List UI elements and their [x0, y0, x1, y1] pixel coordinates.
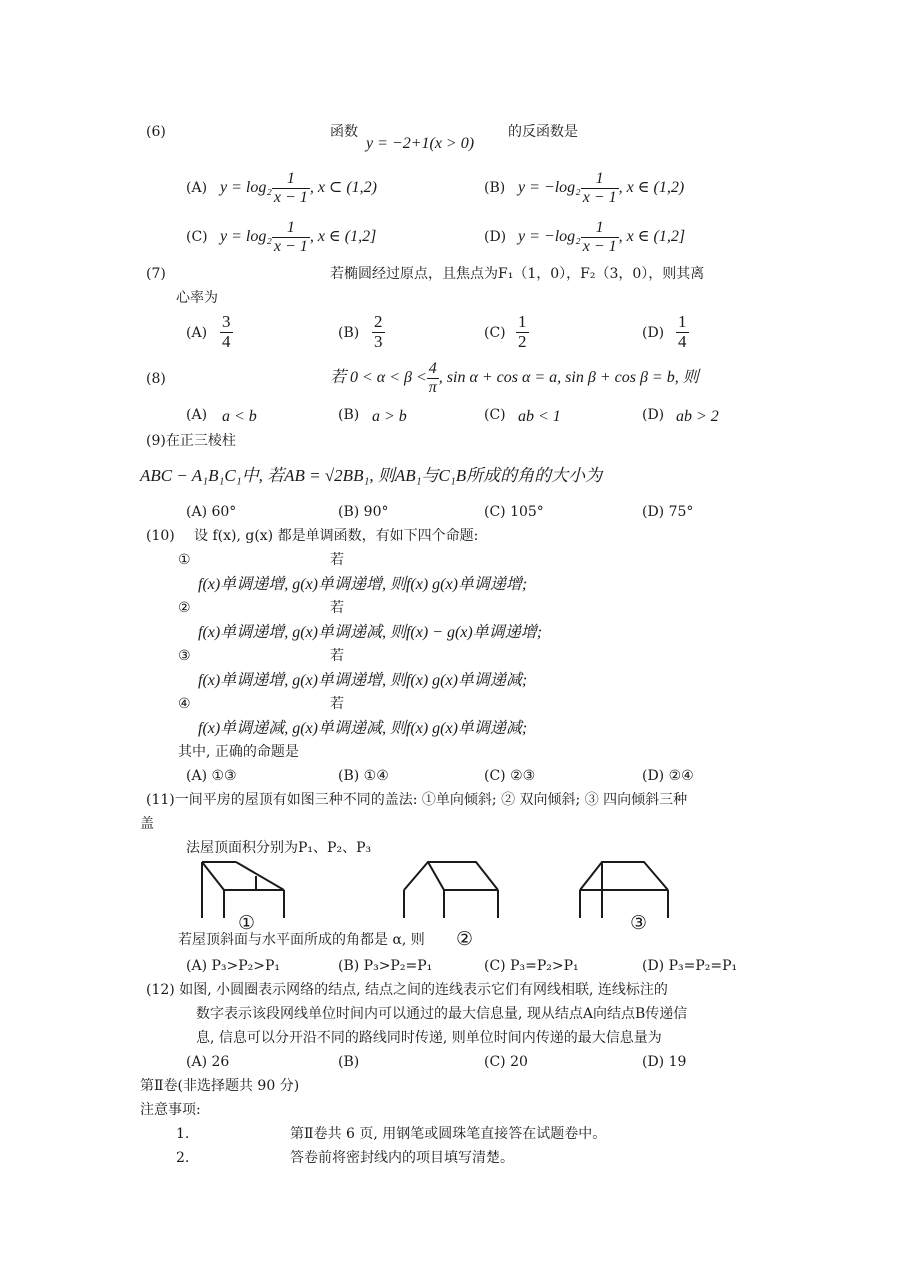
q12-option-c: (C) 20 [484, 1054, 528, 1070]
q7-option-d-label: (D) [642, 325, 665, 341]
q9-option-d: (D) 75° [642, 504, 694, 520]
q10-option-d: (D) ②④ [642, 768, 694, 784]
roof-figure-2-label: ② [456, 928, 474, 950]
q10-prop3-if: 若 [330, 648, 344, 664]
q6-function: y = −2+1(x > 0) [366, 135, 475, 152]
q10-option-c: (C) ②③ [484, 768, 536, 784]
q10-prop1-if: 若 [330, 552, 344, 568]
q7-option-a: $\frac{3}{4}$ [222, 312, 231, 351]
q7-option-b: $\frac{2}{3}$ [374, 312, 383, 351]
q12-option-d: (D) 19 [642, 1054, 687, 1070]
q10-conclusion: 其中, 正确的命题是 [178, 744, 299, 760]
q7-option-a-label: (A) [186, 325, 208, 341]
q7-option-c-label: (C) [484, 325, 506, 341]
q8-option-b-label: (B) [338, 407, 360, 423]
q11-option-a: (A) P₃>P₂>P₁ [186, 958, 281, 974]
q7-option-d: $\frac{1}{4}$ [678, 312, 687, 351]
q10-prop2-mark: ② [178, 600, 191, 616]
q7-stem: 若椭圆经过原点，且焦点为F₁（1，0），F₂（3，0），则其离 [330, 266, 705, 282]
q9-stem: ABC − A₁B₁C₁中, 若AB = √2BB₁, 则AB₁与C₁B所成的角的大小为 [140, 466, 603, 485]
q12-stem-line3: 息, 信息可以分开沿不同的路线同时传递, 则单位时间内传递的最大信息量为 [196, 1030, 662, 1046]
part2-note1-number: 1. [176, 1126, 190, 1142]
q11-option-d: (D) P₃=P₂=P₁ [642, 958, 738, 974]
q7-stem-cont: 心率为 [176, 290, 218, 306]
part2-note1: 第Ⅱ卷共 6 页, 用钢笔或圆珠笔直接答在试题卷中。 [290, 1126, 607, 1142]
q10-prop1-mark: ① [178, 552, 191, 568]
q8-option-a: a < b [222, 408, 257, 425]
q10-prop4: f(x)单调递减, g(x)单调递减, 则f(x) g(x)单调递减; [198, 720, 528, 737]
q7-option-c: $\frac{1}{2}$ [518, 312, 527, 351]
roof-figure-1-label: ① [238, 912, 256, 934]
q6-option-d: y = −log₂ $\frac{1}{x - 1}$ , x ∈ (1,2] [518, 219, 686, 255]
q8-option-c: ab < 1 [518, 408, 561, 425]
q11-option-c: (C) P₃=P₂>P₁ [484, 958, 579, 974]
q9-number: (9)在正三棱柱 [146, 433, 236, 449]
part2-note2: 答卷前将密封线内的项目填写清楚。 [290, 1150, 514, 1166]
q10-number: (10) [146, 528, 175, 544]
q6-option-c-label: (C) [186, 229, 208, 245]
q8-number: (8) [146, 371, 166, 387]
q6-option-b-label: (B) [484, 180, 506, 196]
q10-stem: 设 f(x), g(x) 都是单调函数，有如下四个命题: [194, 528, 479, 544]
q9-option-c: (C) 105° [484, 504, 544, 520]
q11-stem-line3: 法屋顶面积分别为P₁、P₂、P₃ [186, 840, 372, 856]
q6-stem-suffix: 的反函数是 [508, 124, 578, 140]
q10-prop2-if: 若 [330, 600, 344, 616]
q10-prop2: f(x)单调递增, g(x)单调递减, 则f(x) − g(x)单调递增; [198, 624, 543, 641]
q6-option-d-label: (D) [484, 229, 507, 245]
q9-option-b: (B) 90° [338, 504, 389, 520]
q12-stem-line2: 数字表示该段网线单位时间内可以通过的最大信息量, 现从结点A向结点B传递信 [196, 1006, 688, 1022]
q9-option-a: (A) 60° [186, 504, 237, 520]
q6-stem-prefix: 函数 [330, 124, 358, 140]
q7-number: (7) [146, 266, 166, 282]
roof-figure-single-slope [196, 856, 296, 920]
q10-option-b: (B) ①④ [338, 768, 389, 784]
q6-number: (6) [146, 124, 166, 140]
part2-title: 第Ⅱ卷(非选择题共 90 分) [140, 1078, 300, 1094]
q12-option-b: (B) [338, 1054, 360, 1070]
q8-option-a-label: (A) [186, 407, 208, 423]
roof-figure-double-slope [398, 856, 502, 920]
q10-prop3: f(x)单调递增, g(x)单调递增, 则f(x) g(x)单调递减; [198, 672, 528, 689]
part2-note2-number: 2. [176, 1150, 190, 1166]
q10-prop4-if: 若 [330, 696, 344, 712]
roof-figure-four-slope [574, 856, 674, 920]
q10-prop4-mark: ④ [178, 696, 191, 712]
roof-figure-3-label: ③ [630, 912, 648, 934]
part2-notes-heading: 注意事项: [140, 1102, 201, 1118]
q10-option-a: (A) ①③ [186, 768, 237, 784]
q11-stem-line2: 盖 [140, 816, 154, 832]
q11-option-b: (B) P₃>P₂=P₁ [338, 958, 433, 974]
q11-stem-line1: (11)一间平房的屋顶有如图三种不同的盖法: ①单向倾斜; ② 双向倾斜; ③ 四向倾斜三种 [146, 792, 688, 808]
q8-option-d-label: (D) [642, 407, 665, 423]
q6-option-c: y = log₂ $\frac{1}{x - 1}$ , x ∈ (1,2] [220, 219, 377, 255]
q8-option-b: a > b [372, 408, 407, 425]
q10-prop1: f(x)单调递增, g(x)单调递增, 则f(x) g(x)单调递增; [198, 576, 528, 593]
q7-option-b-label: (B) [338, 325, 360, 341]
q12-stem-line1: (12) 如图, 小圆圈表示网络的结点, 结点之间的连线表示它们有网线相联, 连线标注的 [146, 982, 668, 998]
q6-option-b: y = −log₂ $\frac{1}{x - 1}$ , x ∈ (1,2) [518, 170, 685, 206]
q6-option-a: y = log₂ $\frac{1}{x - 1}$ , x ⊂ (1,2) [220, 170, 377, 206]
q6-option-a-label: (A) [186, 180, 208, 196]
q8-stem: 若 0 < α < β < $\frac{4}{\pi}$ , sin α + cos α = a, sin β + cos β = b, 则 [330, 360, 699, 396]
q8-option-c-label: (C) [484, 407, 506, 423]
q12-option-a: (A) 26 [186, 1054, 230, 1070]
q10-prop3-mark: ③ [178, 648, 191, 664]
q11-stem-line4: 若屋顶斜面与水平面所成的角都是 α, 则 [178, 932, 425, 948]
q8-option-d: ab > 2 [676, 408, 719, 425]
